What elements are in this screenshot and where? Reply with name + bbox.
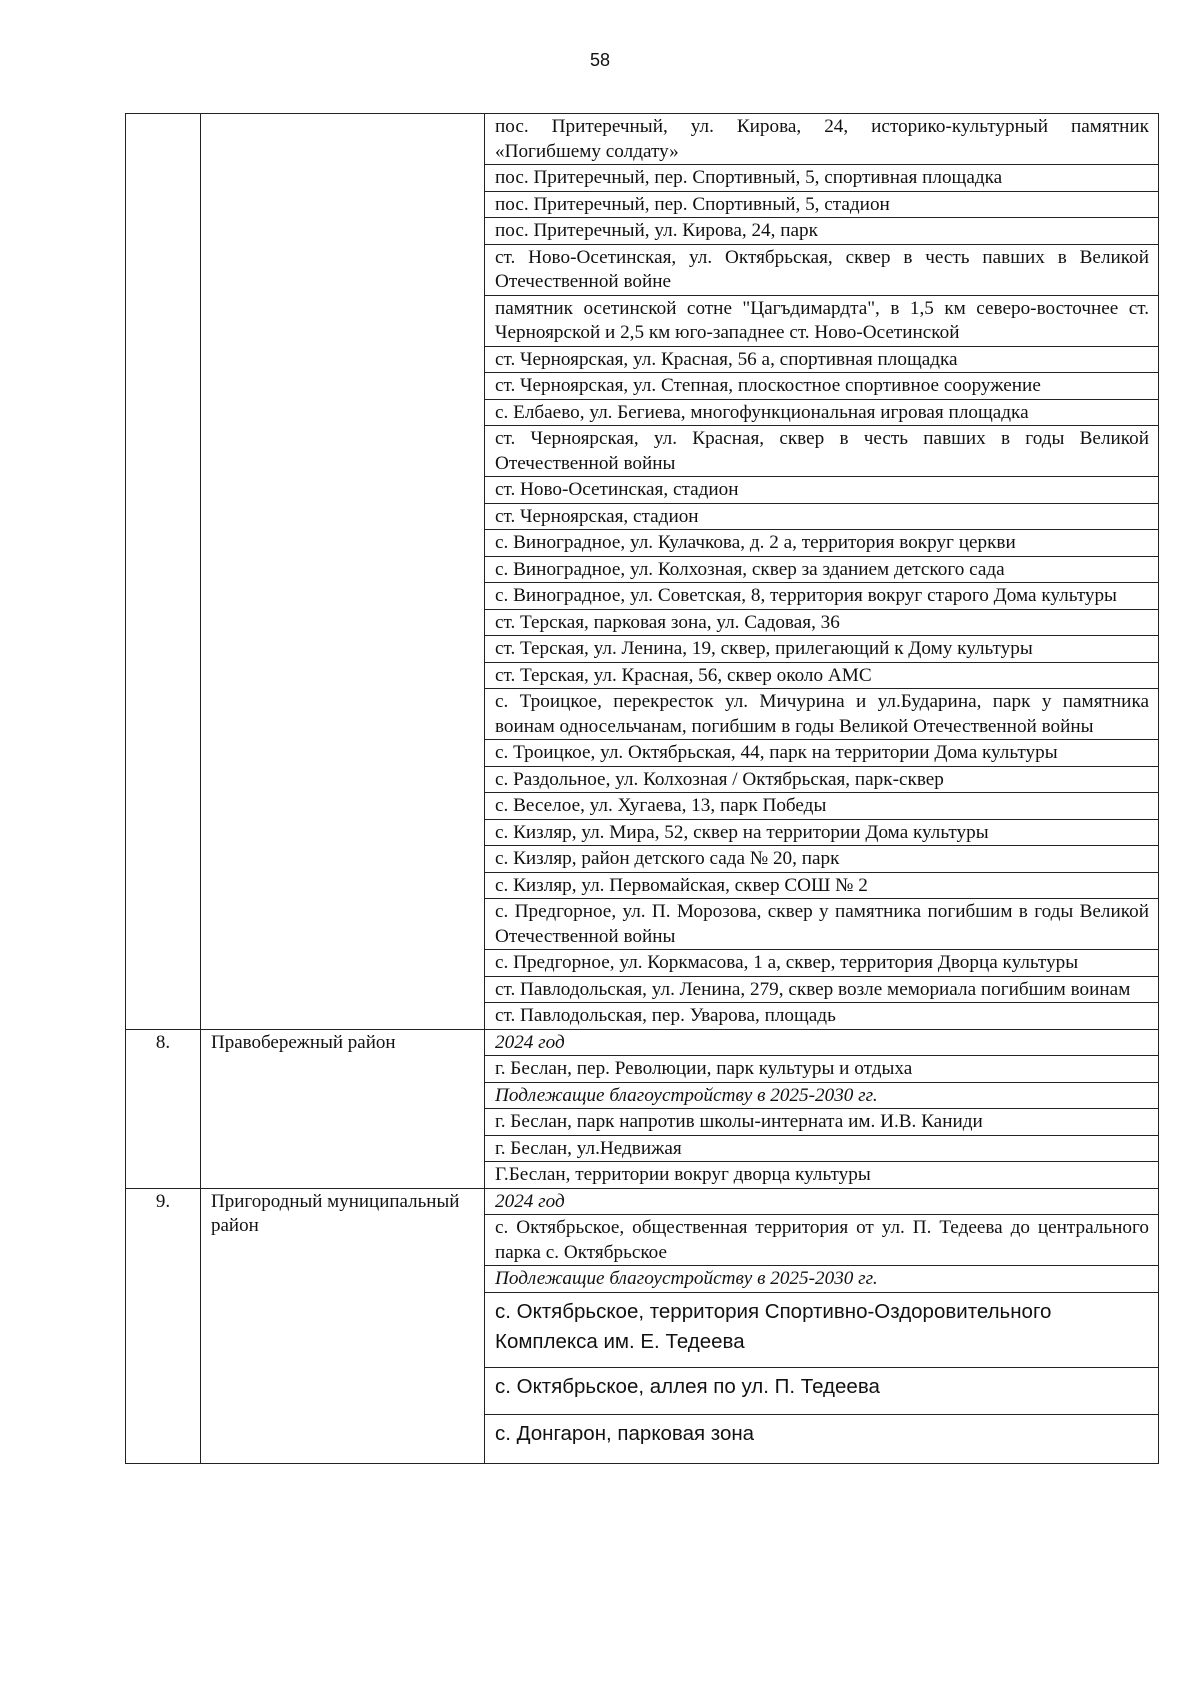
future-header-cell: Подлежащие благоустройству в 2025-2030 гг.: [485, 1082, 1159, 1109]
section-9-row: [126, 1188, 1159, 1215]
territory-cell: с. Кизляр, ул. Мира, 52, сквер на территории Дома культуры: [485, 819, 1159, 846]
territory-cell: с. Раздольное, ул. Колхозная / Октябрьская, парк-сквер: [485, 766, 1159, 793]
row-number-cell: 8.: [126, 1029, 201, 1188]
territory-cell: с. Предгорное, ул. П. Морозова, сквер у памятника погибшим в годы Великой Отечественной войны: [485, 899, 1159, 950]
future-header-cell: Подлежащие благоустройству в 2025-2030 гг.: [485, 1266, 1159, 1293]
section-8-row: [126, 1029, 1159, 1056]
territory-cell: с. Кизляр, район детского сада № 20, парк: [485, 846, 1159, 873]
year-header-cell: 2024 год: [485, 1029, 1159, 1056]
district-cell: Правобережный район: [201, 1029, 485, 1188]
territory-cell: ст. Ново-Осетинская, стадион: [485, 477, 1159, 504]
territory-cell: ст. Ново-Осетинская, ул. Октябрьская, сквер в честь павших в Великой Отечественной войне: [485, 244, 1159, 295]
row-number-cell: [126, 114, 201, 1030]
territory-cell: с. Веселое, ул. Хугаева, 13, парк Победы: [485, 793, 1159, 820]
territory-cell: памятник осетинской сотне "Цагъдимардта", в 1,5 км северо-восточнее ст. Черноярской и 2,5 км юго-западнее ст. Ново-Осетинской: [485, 295, 1159, 346]
territory-cell: ст. Терская, ул. Ленина, 19, сквер, прилегающий к Дому культуры: [485, 636, 1159, 663]
district-cell: [201, 114, 485, 1030]
public-territories-table: [125, 113, 1159, 1464]
territory-cell: с. Виноградное, ул. Кулачкова, д. 2 а, территория вокруг церкви: [485, 530, 1159, 557]
page-number: 58: [589, 50, 611, 70]
territory-cell: ст. Черноярская, стадион: [485, 503, 1159, 530]
territory-cell: с. Кизляр, ул. Первомайская, сквер СОШ № 2: [485, 872, 1159, 899]
territory-cell: ст. Павлодольская, ул. Ленина, 279, сквер возле мемориала погибшим воинам: [485, 976, 1159, 1003]
territory-cell: с. Предгорное, ул. Коркмасова, 1 а, сквер, территория Дворца культуры: [485, 950, 1159, 977]
territory-cell: пос. Притеречный, пер. Спортивный, 5, стадион: [485, 191, 1159, 218]
territory-cell: ст. Черноярская, ул. Красная, сквер в честь павших в годы Великой Отечественной войны: [485, 426, 1159, 477]
territory-cell: пос. Притеречный, ул. Кирова, 24, историко-культурный памятник «Погибшему солдату»: [485, 114, 1159, 165]
territory-cell: с. Октябрьское, территория Спортивно-Оздоровительного Комплекса им. Е. Тедеева: [485, 1292, 1159, 1367]
year-header-cell: 2024 год: [485, 1188, 1159, 1215]
territory-cell: ст. Черноярская, ул. Красная, 56 а, спортивная площадка: [485, 346, 1159, 373]
territory-cell: с. Виноградное, ул. Советская, 8, территория вокруг старого Дома культуры: [485, 583, 1159, 610]
district-cell: Пригородный муниципальный район: [201, 1188, 485, 1463]
territory-cell: пос. Притеречный, пер. Спортивный, 5, спортивная площадка: [485, 165, 1159, 192]
territory-cell: Г.Беслан, территории вокруг дворца культуры: [485, 1162, 1159, 1189]
territory-cell: ст. Терская, парковая зона, ул. Садовая, 36: [485, 609, 1159, 636]
territory-cell: г. Беслан, парк напротив школы-интерната им. И.В. Каниди: [485, 1109, 1159, 1136]
territory-cell: г. Беслан, пер. Революции, парк культуры и отдыха: [485, 1056, 1159, 1083]
territory-cell: пос. Притеречный, ул. Кирова, 24, парк: [485, 218, 1159, 245]
territory-cell: ст. Павлодольская, пер. Уварова, площадь: [485, 1003, 1159, 1030]
territory-cell: г. Беслан, ул.Недвижая: [485, 1135, 1159, 1162]
territory-cell: ст. Терская, ул. Красная, 56, сквер около АМС: [485, 662, 1159, 689]
territory-cell: с. Октябрьское, аллея по ул. П. Тедеева: [485, 1367, 1159, 1414]
row-number-cell: 9.: [126, 1188, 201, 1463]
territory-cell: с. Елбаево, ул. Бегиева, многофункциональная игровая площадка: [485, 399, 1159, 426]
territory-cell: с. Октябрьское, общественная территория от ул. П. Тедеева до центрального парка с. Октябрьское: [485, 1215, 1159, 1266]
territory-cell: ст. Черноярская, ул. Степная, плоскостное спортивное сооружение: [485, 373, 1159, 400]
table-row: [126, 114, 1159, 165]
territory-cell: с. Троицкое, перекресток ул. Мичурина и ул.Бударина, парк у памятника воинам односельчанам, погибшим в годы Великой Отечественной войны: [485, 689, 1159, 740]
territory-cell: с. Троицкое, ул. Октябрьская, 44, парк на территории Дома культуры: [485, 740, 1159, 767]
territory-cell: с. Виноградное, ул. Колхозная, сквер за зданием детского сада: [485, 556, 1159, 583]
territory-cell: с. Донгарон, парковая зона: [485, 1414, 1159, 1463]
